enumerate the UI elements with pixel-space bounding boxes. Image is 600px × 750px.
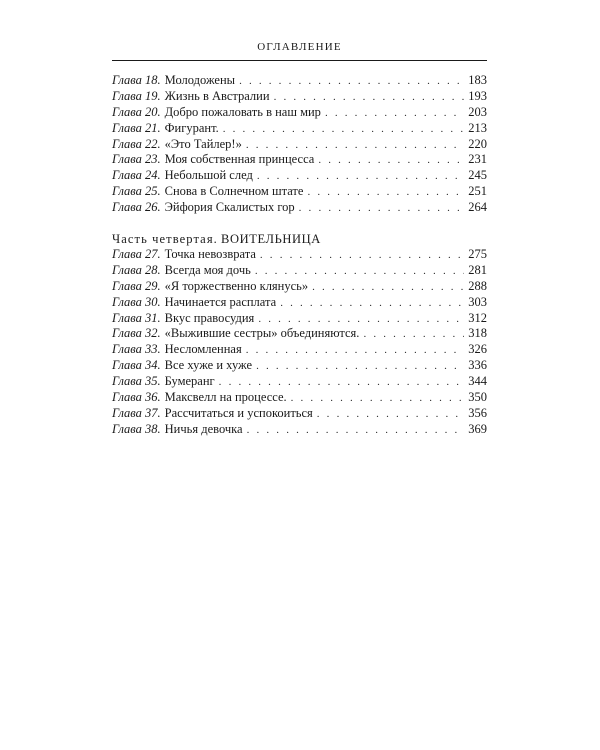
dot-leader [246,138,464,154]
chapter-title: «Я торжественно клянусь» [164,278,309,293]
chapter-title: Точка невозврата [164,247,256,262]
chapter-label: Глава 34. [112,358,161,373]
dot-leader [280,296,464,312]
chapter-label: Глава 35. [112,374,161,389]
dot-leader [256,359,464,375]
dot-leader [257,169,464,185]
toc-entry-ch34[interactable] [112,358,487,374]
chapter-title: Моя собственная принцесса [164,152,315,167]
toc-entry-ch32[interactable] [112,326,487,342]
chapter-label: Глава 24. [112,168,161,183]
chapter-label: Глава 33. [112,342,161,357]
toc-entry-ch25[interactable] [112,184,487,200]
dot-leader [260,248,464,264]
part-heading[interactable] [112,231,487,247]
chapter-label: Глава 29. [112,278,161,293]
toc-entry-ch24[interactable] [112,168,487,184]
chapter-label: Глава 18. [112,73,161,87]
chapter-title: Небольшой след [164,168,253,183]
chapter-title: Добро пожаловать в наш мир [164,104,321,119]
page-number: 318 [468,326,487,341]
toc-entry-ch28[interactable] [112,263,487,279]
toc-entry-ch21[interactable] [112,121,487,137]
table-of-contents [112,73,487,438]
toc-entry-ch22[interactable] [112,137,487,153]
chapter-title: Вкус правосудия [164,310,255,325]
page-title: ОГЛАВЛЕНИЕ [257,41,342,53]
chapter-label: Глава 20. [112,104,161,119]
dot-leader [219,375,465,391]
dot-leader [312,280,464,296]
chapter-title: Максвелл на процессе. [164,390,287,405]
page-number: 288 [468,278,487,293]
chapter-label: Глава 36. [112,390,161,405]
dot-leader [363,327,464,343]
chapter-label: Глава 28. [112,262,161,277]
page-number: 231 [468,152,487,167]
page-number: 303 [468,294,487,309]
chapter-label: Глава 38. [112,421,161,436]
toc-entry-ch30[interactable] [112,295,487,311]
toc-entry-ch35[interactable] [112,374,487,390]
dot-leader [291,391,465,407]
dot-leader [307,185,464,201]
page-number: 203 [468,104,487,119]
toc-entry-ch18[interactable] [112,73,487,89]
page-number: 326 [468,342,487,357]
dot-leader [258,312,464,328]
page-number: 336 [468,358,487,373]
toc-entry-ch38[interactable] [112,422,487,438]
dot-leader [223,122,465,138]
chapter-title: «Выжившие сестры» объединяются. [164,326,360,341]
chapter-label: Глава 30. [112,294,161,309]
dot-leader [247,423,465,439]
chapter-label: Глава 26. [112,200,161,215]
part-label: Часть четвертая. [112,232,218,247]
chapter-label: Глава 27. [112,247,161,262]
page-number: 369 [468,421,487,436]
page-number: 183 [468,73,487,87]
page-number: 344 [468,374,487,389]
toc-entry-ch26[interactable] [112,200,487,216]
chapter-title: Фигурант. [164,120,219,135]
page-number: 213 [468,120,487,135]
toc-entry-ch36[interactable] [112,390,487,406]
chapter-title: Несломленная [164,342,242,357]
page-number: 220 [468,136,487,151]
page-number: 312 [468,310,487,325]
dot-leader [274,90,465,106]
chapter-title: Ничья девочка [164,421,243,436]
page-number: 356 [468,405,487,420]
toc-entry-ch29[interactable] [112,279,487,295]
chapter-label: Глава 19. [112,88,161,103]
chapter-title: Молодожены [164,73,236,87]
toc-entry-ch37[interactable] [112,406,487,422]
chapter-label: Глава 25. [112,184,161,199]
chapter-title: «Это Тайлер!» [164,136,242,151]
toc-entry-ch19[interactable] [112,89,487,105]
chapter-label: Глава 22. [112,136,161,151]
chapter-label: Глава 32. [112,326,161,341]
dot-leader [239,74,464,90]
header-divider [112,60,487,61]
toc-entry-ch33[interactable] [112,342,487,358]
chapter-label: Глава 21. [112,120,161,135]
chapter-title: Снова в Солнечном штате [164,184,304,199]
chapter-title: Всегда моя дочь [164,262,251,277]
chapter-label: Глава 23. [112,152,161,167]
chapter-title: Начинается расплата [164,294,277,309]
chapter-title: Рассчитаться и успокоиться [164,405,313,420]
part-name: ВОИТЕЛЬНИЦА [221,232,321,247]
chapter-label: Глава 37. [112,405,161,420]
chapter-title: Эйфория Скалистых гор [164,200,295,215]
dot-leader [317,407,464,423]
page-number: 275 [468,247,487,262]
dot-leader [246,343,465,359]
page-number: 193 [468,88,487,103]
dot-leader [318,153,464,169]
page-number: 245 [468,168,487,183]
chapter-title: Все хуже и хуже [164,358,253,373]
toc-entry-ch23[interactable] [112,152,487,168]
page-number: 281 [468,262,487,277]
chapter-title: Бумеранг [164,374,215,389]
toc-entry-ch20[interactable] [112,105,487,121]
page-number: 251 [468,184,487,199]
dot-leader [325,106,464,122]
dot-leader [299,201,465,217]
toc-entry-ch27[interactable] [112,247,487,263]
page-number: 264 [468,200,487,215]
chapter-label: Глава 31. [112,310,161,325]
page-number: 350 [468,390,487,405]
toc-entry-ch31[interactable] [112,311,487,327]
dot-leader [255,264,464,280]
chapter-title: Жизнь в Австралии [164,88,270,103]
